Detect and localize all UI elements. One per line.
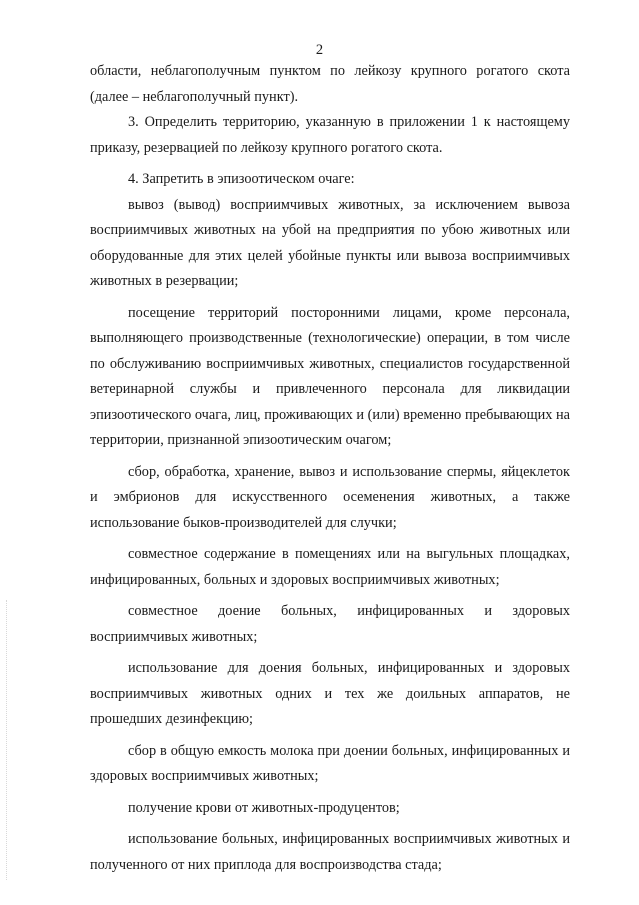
paragraph-prohibition-reproduction: использование больных, инфицированных восприимчивых животных и полученного от них приплода для воспроизводства стада; — [90, 831, 570, 873]
paragraph-item-4-heading: 4. Запретить в эпизоотическом очаге: — [128, 171, 355, 187]
page-number: 2 — [315, 42, 324, 58]
paragraph-prohibition-removal: вывоз (вывод) восприимчивых животных, за исключением вывоза восприимчивых животных на убой на предприятия по убою животных или оборудованные для этих целей убойные пункты или вывоза восприимчивых животных в резервации; — [90, 196, 570, 289]
paragraph-prohibition-milk-collection: сбор в общую емкость молока при доении больных, инфицированных и здоровых восприимчивых животных; — [90, 742, 570, 784]
paragraph-prohibition-blood: получение крови от животных-продуцентов; — [128, 799, 400, 816]
document-body — [90, 59, 570, 884]
paragraph-continuation: области, неблагополучным пунктом по лейкозу крупного рогатого скота (далее – неблагополучный пункт). — [90, 63, 570, 105]
paragraph-prohibition-semen: сбор, обработка, хранение, вывоз и использование спермы, яйцеклеток и эмбрионов для искусственного осеменения животных, а также использование быков-производителей для случки; — [90, 463, 570, 531]
paragraph-item-3: 3. Определить территорию, указанную в приложении 1 к настоящему приказу, резервацией по лейкозу крупного рогатого скота. — [90, 114, 570, 156]
paragraph-prohibition-visits: посещение территорий посторонними лицами, кроме персонала, выполняющего производственные (технологические) операции, в том числе по обслуживанию восприимчивых животных, специалистов государственной ветеринарной службы и привлеченного персонала для ликвидации эпизоотического очага, лиц, проживающих и (или) временно пребывающих на территории, признанной эпизоотическим очагом; — [90, 304, 570, 448]
paragraph-prohibition-joint-milking: совместное доение больных, инфицированных и здоровых восприимчивых животных; — [90, 603, 570, 645]
paragraph-prohibition-milking-equipment: использование для доения больных, инфицированных и здоровых восприимчивых животных одних и тех же доильных аппаратов, не прошедших дезинфекцию; — [90, 660, 570, 727]
scan-margin-artifact — [6, 600, 9, 880]
paragraph-prohibition-joint-keeping: совместное содержание в помещениях или на выгульных площадках, инфицированных, больных и здоровых восприимчивых животных; — [90, 546, 570, 588]
